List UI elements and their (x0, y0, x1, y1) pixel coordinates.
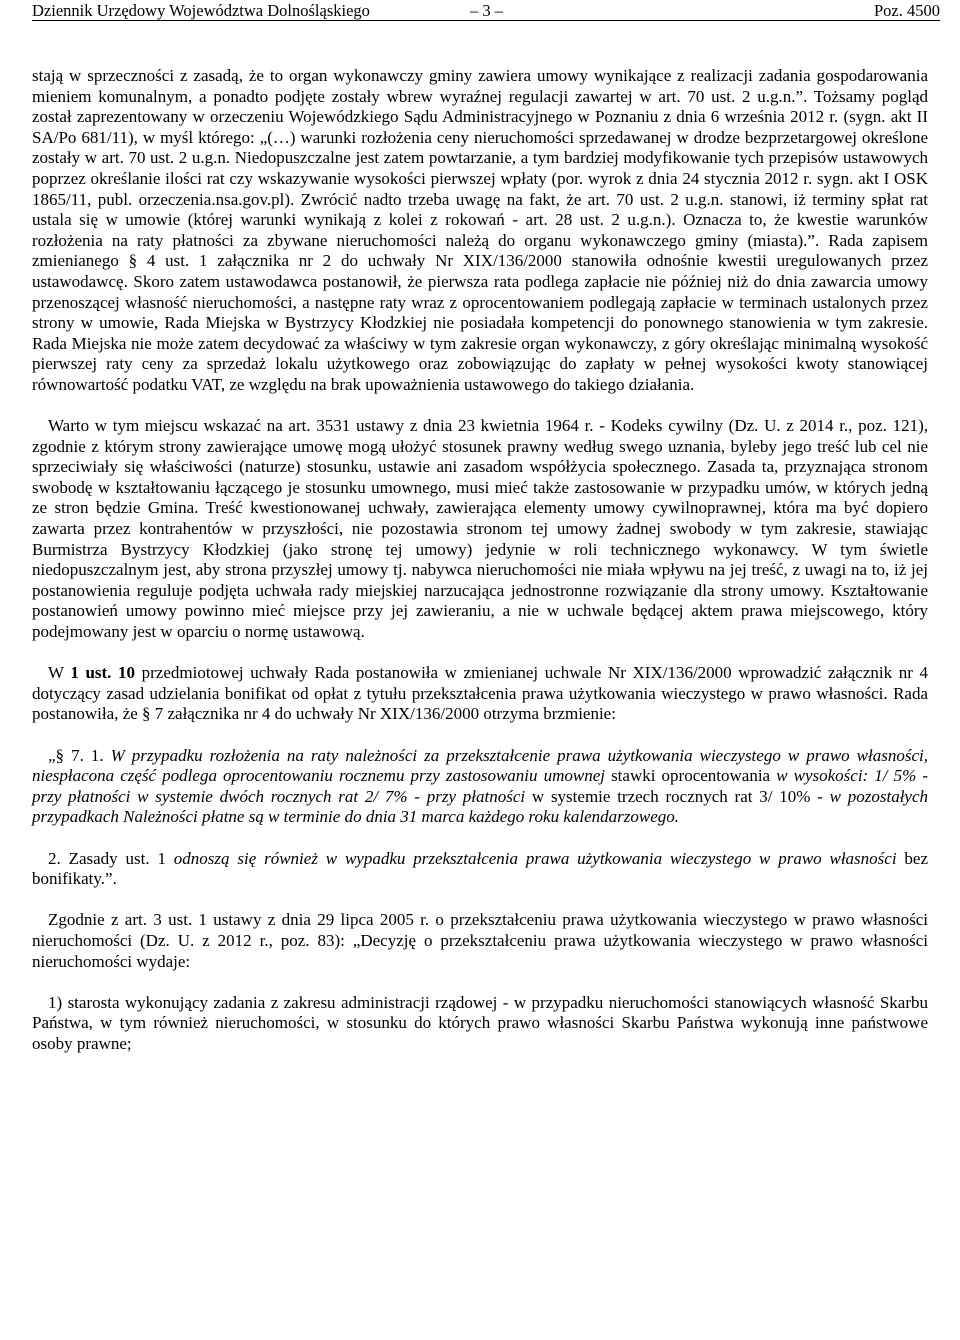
paragraph-3-text: przedmiotowej uchwały Rada postanowiła w zmienianej uchwale Nr XIX/136/2000 wprowadzić załącznik nr 4 dotyczący zasad udzielania bonifikat od opłat z tytułu przekształcenia prawa użytkowania wieczystego w prawo własności. Rada postanowiła, że § 7 załącznika nr 4 do uchwały Nr XIX/136/2000 otrzyma brzmienie: (32, 663, 928, 724)
position-number: Poz. 4500 (874, 1, 940, 20)
page-number: – 3 – (470, 1, 503, 20)
journal-title: Dziennik Urzędowy Województwa Dolnośląskiego (32, 1, 370, 20)
paragraph-2 (32, 416, 928, 643)
quote2-text-3: bez bonifikaty.”. (32, 848, 928, 889)
page-header (32, 0, 940, 22)
quote-text-1: W przypadku rozłożenia na raty należności za przekształcenie prawa użytkowania wieczystego w prawo własności, niespłacona część podlega oprocentowaniu rocznemu przy zastosowaniu umownej (32, 745, 928, 786)
quote-text-3: w wysokości: 1/ 5% - przy płatności w systemie dwóch rocznych rat 2/ 7% - przy płatności (32, 766, 928, 806)
paragraph-6-text: Zgodnie z art. 3 ust. 1 ustawy z dnia 29 lipca 2005 r. o przekształceniu prawa użytkowania wieczystego w prawo własności nieruchomości (Dz. U. z 2012 r., poz. 83): „Decyzję o przekształceniu prawa użytkowania wieczystego w prawo własności nieruchomości wydaje: (32, 910, 928, 971)
paragraph-2-text: Warto w tym miejscu wskazać na art. 3531 ustawy z dnia 23 kwietnia 1964 r. - Kodeks cywilny (Dz. U. z 2014 r., poz. 121), zgodnie z którym strony zawierające umowę mogą ułożyć stosunek prawny według swego uznania, byleby jego treść lub cel nie sprzeciwiały się właściwości (naturze) stosunku, ustawie ani zasadom współżycia społecznego. Zasada ta, przyznająca stronom swobodę w kształtowaniu łączącego je stosunku umownego, musi mieć także zastosowanie w przypadku umów, w których jedną ze stron będzie Gmina. Treść kwestionowanej uchwały, zawierająca elementy umowy cywilnoprawnej, która ma być dopiero zawarta przez kontrahentów w przyszłości, nie pozostawia stronom tej umowy żadnej swobody w tym zakresie, stawiając Burmistrza Bystrzycy Kłodzkiej (jako stronę tej umowy) jedynie w roli technicznego wykonawcy. W tym świetle niedopuszczalnym jest, aby strona przyszłej umowy tj. nabywca nieruchomości nie miała wpływu na jej treść, z uwagi na to, iż jej postanowienia reguluje podjęta uchwała rady miejskiej narzucająca jednostronne rozwiązanie dla strony umowy. Kształtowanie postanowień umowy powinno mieć miejsce przy jej zawieraniu, a nie w uchwale będącej aktem prawa miejscowego, który podejmowany jest w oparciu o normę ustawową. (32, 416, 928, 642)
quote-text-5: w pozostałych przypadkach Należności płatne są w terminie do dnia 31 marca każdego roku kalendarzowego. (32, 786, 929, 827)
quote2-text-1: 2. Zasady ust. 1 (48, 848, 174, 868)
paragraph-6 (32, 910, 928, 972)
quote-text-4: w systemie trzech rocznych rat 3/ 10% - (525, 786, 830, 806)
quote-text-2: stawki oprocentowania (604, 766, 777, 786)
paragraph-5-quote (32, 849, 928, 890)
paragraph-3 (32, 663, 928, 725)
quote-section-number: „§ 7. 1. (48, 745, 111, 765)
paragraph-1-text: stają w sprzeczności z zasadą, że to organ wykonawczy gminy zawiera umowy wynikające z realizacji zadania gospodarowania mieniem komunalnym, a ponadto podjęte zostały wbrew wyraźnej regulacji zawartej w art. 70 ust. 2 u.g.n.”. Tożsamy pogląd został zaprezentowany w orzeczeniu Wojewódzkiego Sądu Administracyjnego w Poznaniu z dnia 6 września 2012 r. (sygn. akt II SA/Po 681/11), w myśl którego: „(…) warunki rozłożenia ceny nieruchomości sprzedawanej w drodze bezprzetargowej określone zostały w art. 70 ust. 2 u.g.n. Niedopuszczalne jest zatem powtarzanie, a tym bardziej modyfikowanie tych przepisów ustawowych poprzez określanie ilości rat czy wskazywanie wysokości pierwszej wpłaty (por. wyrok z dnia 24 stycznia 2012 r. sygn. akt I OSK 1865/11, publ. orzeczenia.nsa.gov.pl). Zwrócić nadto trzeba uwagę na fakt, że art. 70 ust. 2 u.g.n. stanowi, iż terminy spłat rat ustala się w umowie (której warunki wynikają z kolei z rokowań - art. 28 ust. 2 u.g.n.). Oznacza to, że kwestie warunków rozłożenia na raty płatności za zbywane nieruchomości należą do organu wykonawczego gminy (miasta).”. Rada zapisem zmienianego § 4 ust. 1 załącznika nr 2 do uchwały Nr XIX/136/2000 stanowiła odnośnie kwestii uregulowanych przez ustawodawcę. Skoro zatem ustawodawca postanowił, że pierwsza rata podlega zapłacie nie później niż do dnia zawarcia umowy przenoszącej własność nieruchomości, a następne raty wraz z oprocentowaniem podlegają zapłacie w terminach ustalonych przez strony w umowie, Rada Miejska w Bystrzycy Kłodzkiej nie posiadała kompetencji do ponownego stanowienia w tym zakresie. Rada Miejska nie może zatem decydować za właściwy w tym zakresie organ wykonawczy, z góry określając minimalną wysokość pierwszej raty ceny za sprzedaż lokalu użytkowego oraz zobowiązując do zapłaty w pełnej wysokości kwoty stanowiącej równowartość podatku VAT, ze względu na brak upoważnienia ustawowego do takiego działania. (32, 66, 928, 394)
quote2-text-2: odnoszą się również w wypadku przekształcenia prawa użytkowania wieczystego w prawo własności (173, 848, 897, 868)
paragraph-7 (32, 993, 928, 1055)
paragraph-7-text: 1) starosta wykonujący zadania z zakresu administracji rządowej - w przypadku nieruchomości stanowiących własność Skarbu Państwa, w tym również nieruchomości, w stosunku do których prawo własności Skarbu Państwa wykonują inne państwowe osoby prawne; (32, 992, 928, 1053)
header-divider (32, 20, 940, 21)
paragraph-3-reference: 1 ust. 10 (70, 663, 136, 683)
paragraph-4-quote (32, 746, 928, 828)
paragraph-3-prefix: W (48, 663, 71, 683)
paragraph-1 (32, 66, 928, 396)
document-body (32, 66, 928, 1055)
